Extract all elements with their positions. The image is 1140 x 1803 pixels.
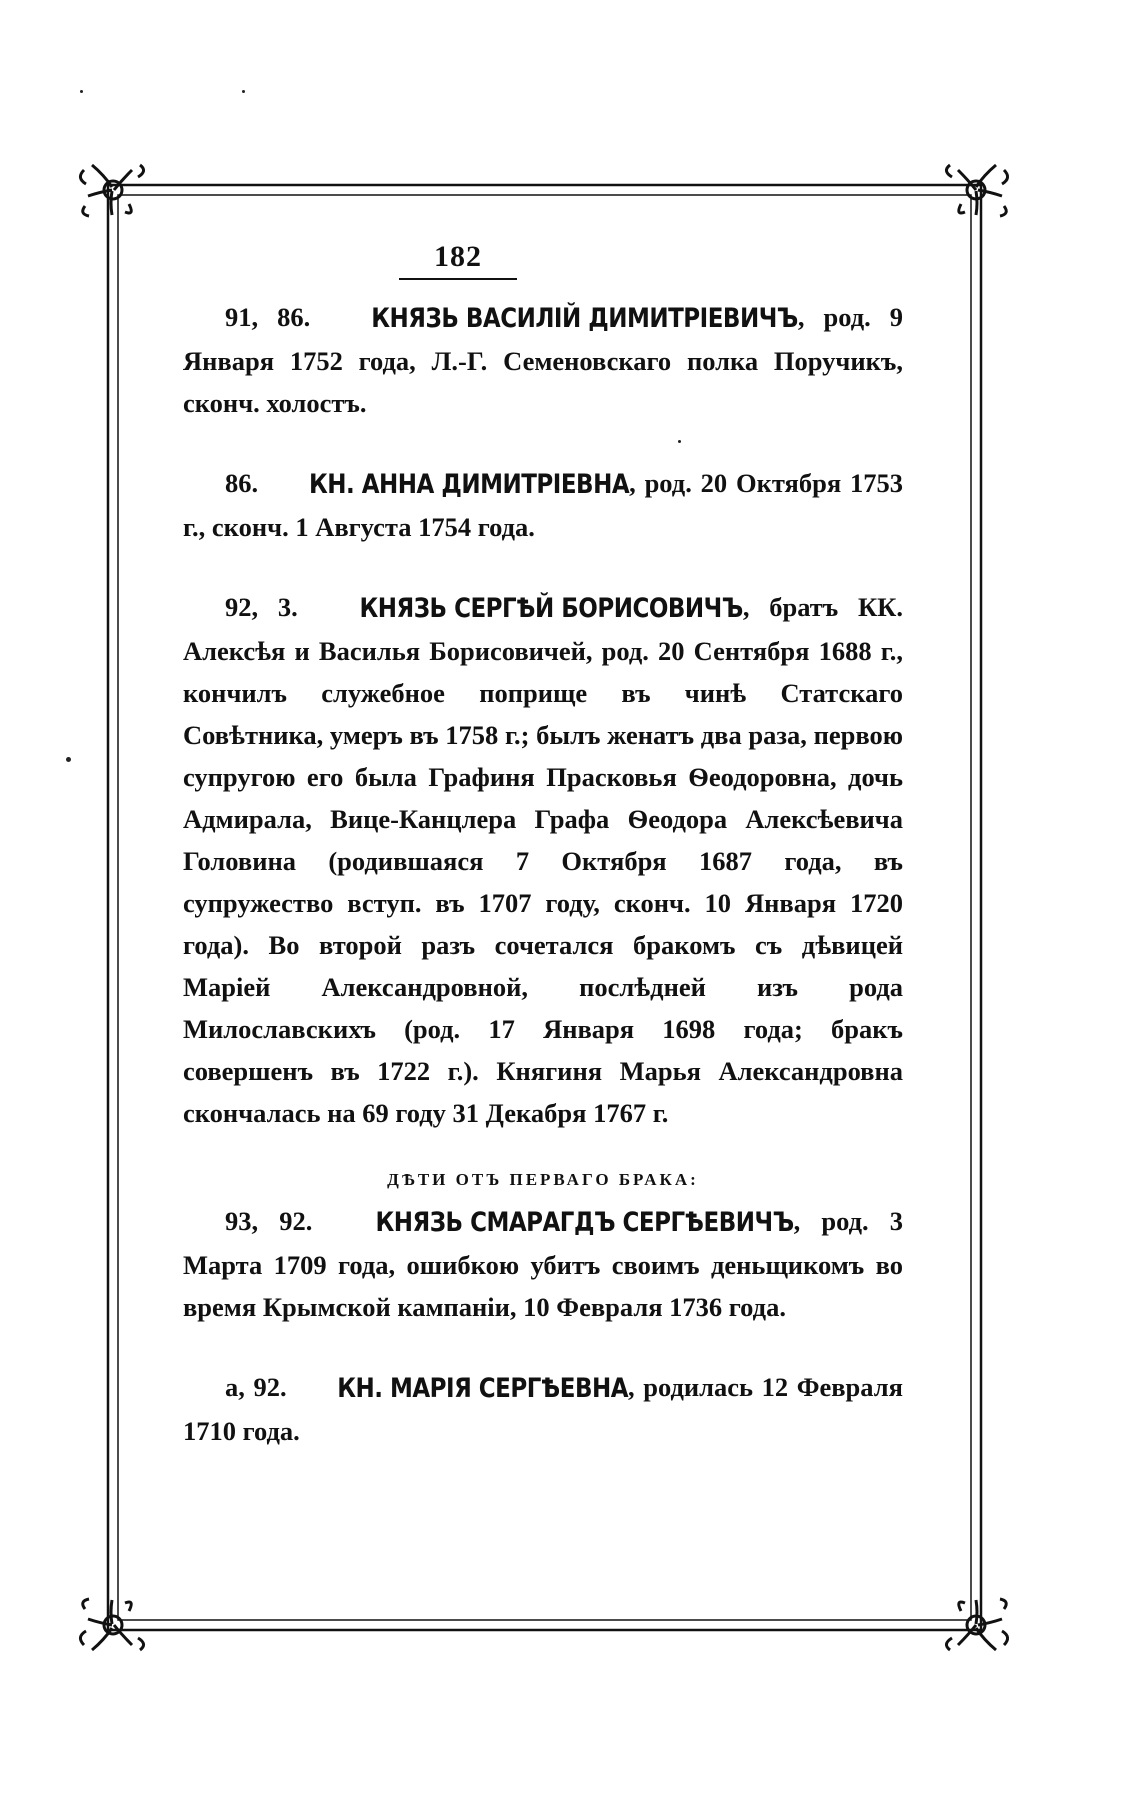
entry-prefix: 93, 92. — [225, 1206, 313, 1236]
entry-name: КНЯЗЬ ВАСИЛІЙ ДИМИТРІЕВИЧЪ — [371, 304, 798, 334]
entry-prefix: 91, 86. — [225, 302, 311, 332]
entry-smaragd — [183, 1200, 903, 1328]
entry-name: КНЯЗЬ СЕРГѢЙ БОРИСОВИЧЪ — [359, 594, 743, 624]
entry-maria — [183, 1366, 903, 1452]
entry-text: , братъ КК. Алексѣя и Василья Борисовичей, род. 20 Сентября 1688 г., кончилъ служебное поприще въ чинѣ Статскаго Совѣтника, умеръ въ 1758 г.; былъ женатъ два раза, первою супругою его была Графиня Прасковья Ѳеодоровна, дочь Адмирала, Вице-Канцлера Графа Ѳеодора Алексѣевича Головина (родившаяся 7 Октября 1687 года, въ супружество вступ. въ 1707 году, сконч. 10 Января 1720 года). Во второй разъ сочетался бракомъ съ дѣвицей Маріей Александровной, послѣдней изъ рода Милославскихъ (род. 17 Января 1698 года; бракъ совершенъ въ 1722 г.). Княгиня Марья Александровна скончалась на 69 году 31 Декабря 1767 г. — [183, 592, 903, 1128]
entry-name: КНЯЗЬ СМАРАГДЪ СЕРГѢЕВИЧЪ — [375, 1208, 794, 1238]
entry-text: , родилась 12 Февраля 1710 года. — [183, 1372, 903, 1446]
page-number: 182 — [323, 240, 593, 278]
entry-sergey — [183, 586, 903, 1134]
entry-text: , род. 3 Марта 1709 года, ошибкою убитъ своимъ деньщикомъ во время Крымской кампаніи, 10 Февраля 1736 года. — [183, 1206, 903, 1322]
scan-speck — [242, 90, 245, 93]
scan-speck — [80, 90, 83, 93]
section-heading: ДѢТИ ОТЪ ПЕРВАГО БРАКА: — [387, 1170, 699, 1189]
corner-ornament-top-right-icon — [946, 165, 1007, 216]
page-text — [183, 240, 903, 1452]
entry-name: КН. МАРІЯ СЕРГѢЕВНА — [337, 1374, 629, 1404]
entry-prefix: а, 92. — [225, 1372, 287, 1402]
scan-speck — [66, 757, 71, 762]
entry-prefix: 86. — [225, 468, 259, 498]
entry-prefix: 92, 3. — [225, 592, 298, 622]
entry-text: , род. 20 Октября 1753 г., сконч. 1 Августа 1754 года. — [183, 468, 904, 542]
entry-vasily — [183, 296, 903, 424]
corner-ornament-top-left-icon — [80, 165, 143, 216]
entry-anna — [183, 462, 903, 548]
corner-ornament-bottom-left-icon — [80, 1599, 143, 1650]
corner-ornament-bottom-right-icon — [946, 1599, 1007, 1650]
entry-text: , род. 9 Января 1752 года, Л.-Г. Семеновскаго полка Поручикъ, сконч. холостъ. — [183, 302, 903, 418]
entry-name: КН. АННА ДИМИТРІЕВНА — [308, 470, 630, 500]
